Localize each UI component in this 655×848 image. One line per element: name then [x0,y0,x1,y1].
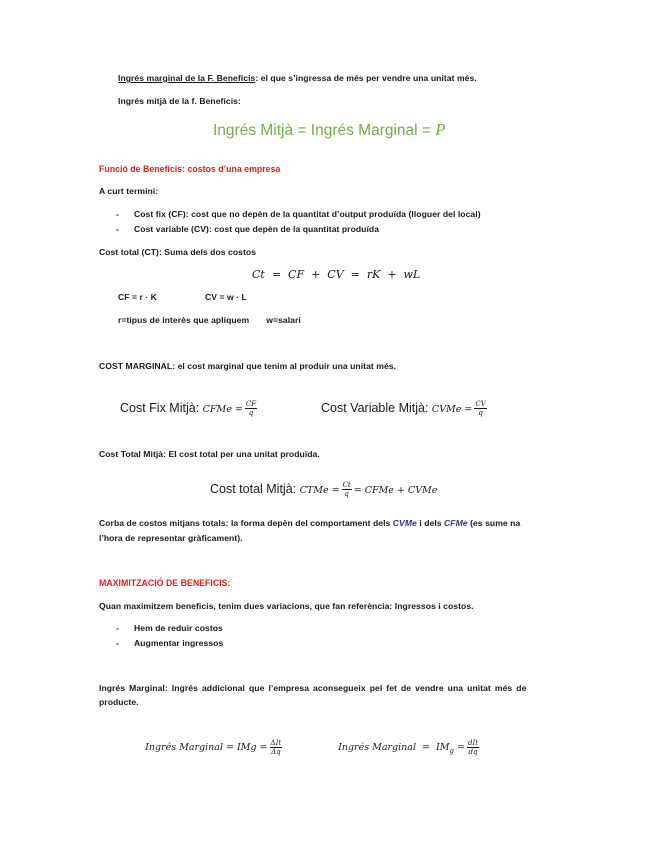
fraction-denominator: Δq [271,748,281,756]
variable-mean-cost-lhs: CVMe = [431,403,473,415]
marginal-income-definition-line1: Ingrés Marginal: Ingrés addicional que l’empresa aconsegueix pel fet de vendre una unitat més de [99,683,527,693]
bullet-reduce-costs: - Hem de reduir costos [116,623,223,633]
fixed-mean-cost-fraction [245,400,257,417]
fraction-denominator: q [478,409,483,417]
bullet-increase-income-text: Augmentar ingressos [134,638,224,648]
short-term-label: A curt termini: [99,186,159,196]
maximization-intro: Quan maximitzem beneficis, tenim dues variacions, que fan referència: Ingressos i costos. [99,601,474,611]
cf-definition: CF = r · K [118,292,157,302]
marginal-income-discrete-formula [133,728,284,767]
cost-curve-text-a: Corba de costos mitjans totals: la forma depèn del comportament dels [99,518,393,528]
fixed-mean-cost-label: Cost Fix Mitjà: [120,400,203,415]
bullet-reduce-costs-text: Hem de reduir costos [134,623,223,633]
marginal-cost-definition: COST MARGINAL: el cost marginal que tenim al produir una unitat més. [99,361,397,371]
fraction-denominator: q [344,490,349,498]
marginal-income-term: Ingrés marginal de la F. Beneficis [118,73,256,83]
marginal-income-definition: : el que s’ingressa de més per vendre una unitat més. [255,73,477,83]
bullet-variable-cost: - Cost variable (CV): cost que depèn de la quantitat produïda [116,224,380,234]
equals-sign: = [453,742,465,753]
bullet-variable-cost-text: Cost variable (CV): cost que depèn de la quantitat produïda [134,224,380,234]
mean-marginal-formula-text: Ingrés Mitjà = Ingrés Marginal = [213,122,436,139]
fraction-numerator: ΔIt [270,739,282,747]
fraction-denominator: q [248,409,254,417]
marginal-income-discrete-lhs: Ingrés Marginal = IMg = [145,742,268,753]
cfme-term: CFMe [444,518,468,528]
cost-curve-text-c: (es sume na [467,518,521,528]
mean-income-line: Ingrés mitjà de la f. Beneficis: [118,96,241,106]
total-mean-cost-rhs: = CFMe + CVMe [353,484,438,496]
fraction-denominator: dq [468,748,478,756]
fixed-mean-cost-lhs: CFMe = [202,403,243,415]
mean-marginal-formula [213,120,446,140]
marginal-income-derivative-fraction [467,739,479,756]
variable-mean-cost-label: Cost Variable Mitjà: [321,400,432,415]
marginal-income-line [118,73,477,83]
cv-definition: CV = w · L [205,292,247,302]
marginal-income-definition-line2: producte. [99,697,139,707]
total-cost-formula: Ct = CF + CV = rK + wL [252,268,421,281]
bullet-fixed-cost: - Cost fix (CF): cost que no depèn de la quantitat d’output produïda (lloguer del local) [116,209,481,219]
section-title-costs: Funció de Beneficis: costos d’una empresa [99,164,281,174]
fraction-numerator: CV [475,400,486,408]
total-mean-cost-fraction [342,481,352,498]
total-mean-cost-formula [210,481,437,498]
marginal-income-discrete-fraction [270,739,283,756]
variables-definition: r=tipus de interès que apliquem w=salari [118,315,301,325]
price-variable: P [435,120,446,139]
variable-mean-cost-fraction [474,400,486,417]
bullet-increase-income: - Augmentar ingressos [116,638,224,648]
total-mean-cost-label: Cost total Mitjà: [210,481,300,496]
section-title-maximization: MAXIMITZACIÓ DE BENEFICIS: [99,578,231,588]
fixed-mean-cost-formula [120,400,259,417]
fraction-numerator: dIt [467,739,479,747]
cost-curve-text-b: i dels [416,518,445,528]
fraction-numerator: CF [245,400,257,408]
cost-curve-line2: l’hora de representar gràficament). [99,533,243,543]
subscript-g: g [449,746,454,755]
marginal-income-derivative-lhs: Ingrés Marginal = IM [338,742,450,753]
total-mean-cost-definition: Cost Total Mitjà: El cost total per una unitat produïda. [99,449,320,459]
cvme-term: CVMe [392,518,417,528]
bullet-fixed-cost-text: Cost fix (CF): cost que no depèn de la quantitat d’output produïda (lloguer del local) [134,209,481,219]
total-cost-label: Cost total (CT): Suma dels dos costos [99,247,257,257]
variable-mean-cost-formula [321,400,489,417]
total-mean-cost-lhs: CTMe = [299,484,340,496]
fraction-numerator: Ct [342,481,351,489]
cost-curve-line1 [99,518,520,528]
marginal-income-derivative-formula [326,728,481,767]
